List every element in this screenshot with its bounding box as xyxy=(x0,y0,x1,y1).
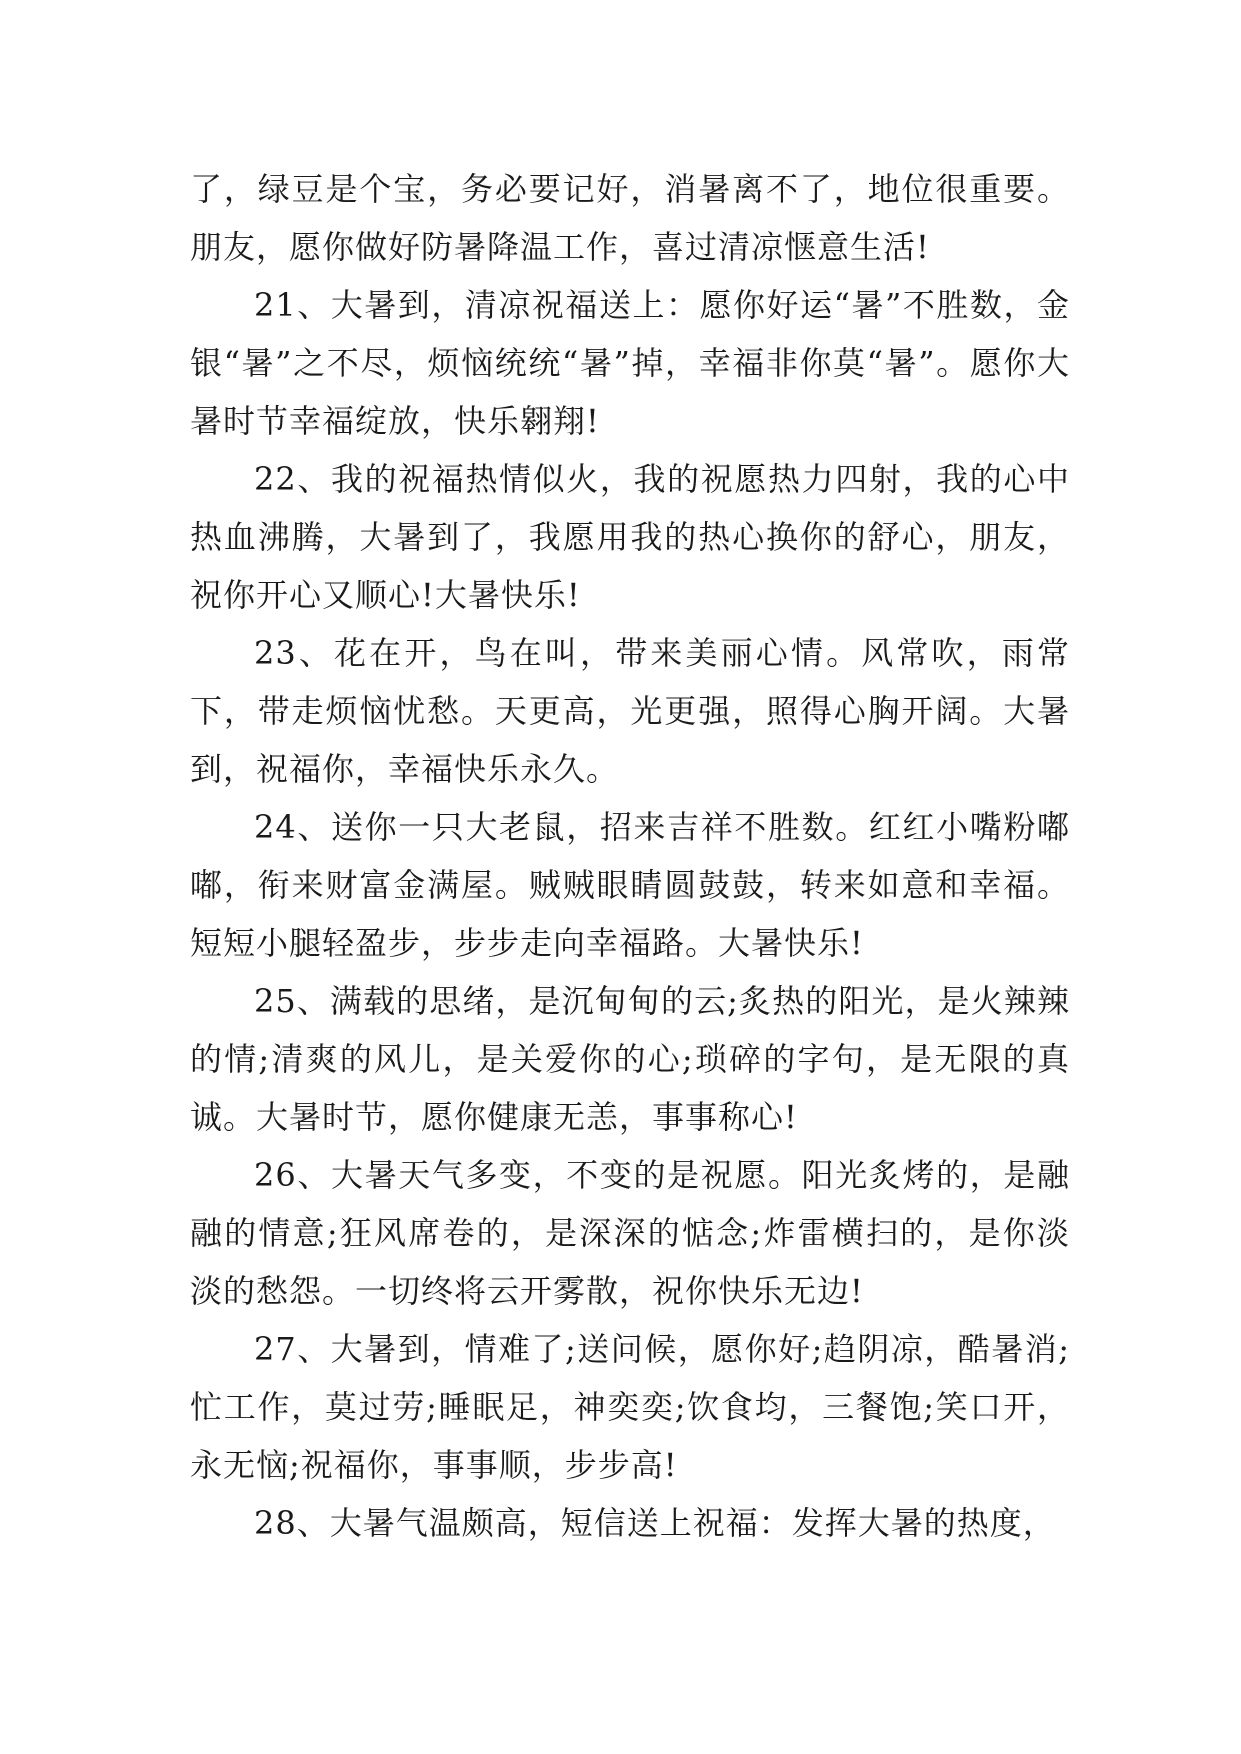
paragraph-28: 28、大暑气温颇高，短信送上祝福：发挥大暑的热度， xyxy=(254,1504,1056,1542)
paragraph-22: 22、我的祝福热情似火，我的祝愿热力四射，我的心中热血沸腾，大暑到了，我愿用我的热心换你的舒心，朋友，祝你开心又顺心!大暑快乐! xyxy=(190,460,1070,614)
paragraph-21: 21、大暑到，清凉祝福送上：愿你好运“暑”不胜数，金银“暑”之不尽，烦恼统统“暑”掉，幸福非你莫“暑”。愿你大暑时节幸福绽放，快乐翱翔! xyxy=(190,286,1070,440)
paragraph-27: 27、大暑到，情难了;送问候，愿你好;趋阴凉，酷暑消;忙工作，莫过劳;睡眠足，神奕奕;饮食均，三餐饱;笑口开，永无恼;祝福你，事事顺，步步高! xyxy=(190,1330,1070,1484)
paragraph-23: 23、花在开，鸟在叫，带来美丽心情。风常吹，雨常下，带走烦恼忧愁。天更高，光更强，照得心胸开阔。大暑到，祝福你，幸福快乐永久。 xyxy=(190,634,1070,788)
paragraph-26: 26、大暑天气多变，不变的是祝愿。阳光炙烤的，是融融的情意;狂风席卷的，是深深的惦念;炸雷横扫的，是你淡淡的愁怨。一切终将云开雾散，祝你快乐无边! xyxy=(190,1156,1070,1310)
paragraph-25: 25、满载的思绪，是沉甸甸的云;炙热的阳光，是火辣辣的情;清爽的风儿，是关爱你的心;琐碎的字句，是无限的真诚。大暑时节，愿你健康无恙，事事称心! xyxy=(190,982,1070,1136)
paragraph-24: 24、送你一只大老鼠，招来吉祥不胜数。红红小嘴粉嘟嘟，衔来财富金满屋。贼贼眼睛圆鼓鼓，转来如意和幸福。短短小腿轻盈步，步步走向幸福路。大暑快乐! xyxy=(190,808,1070,962)
document-body xyxy=(190,160,1070,1552)
paragraph-continued: 了，绿豆是个宝，务必要记好，消暑离不了，地位很重要。朋友，愿你做好防暑降温工作，喜过清凉惬意生活! xyxy=(190,170,1070,266)
